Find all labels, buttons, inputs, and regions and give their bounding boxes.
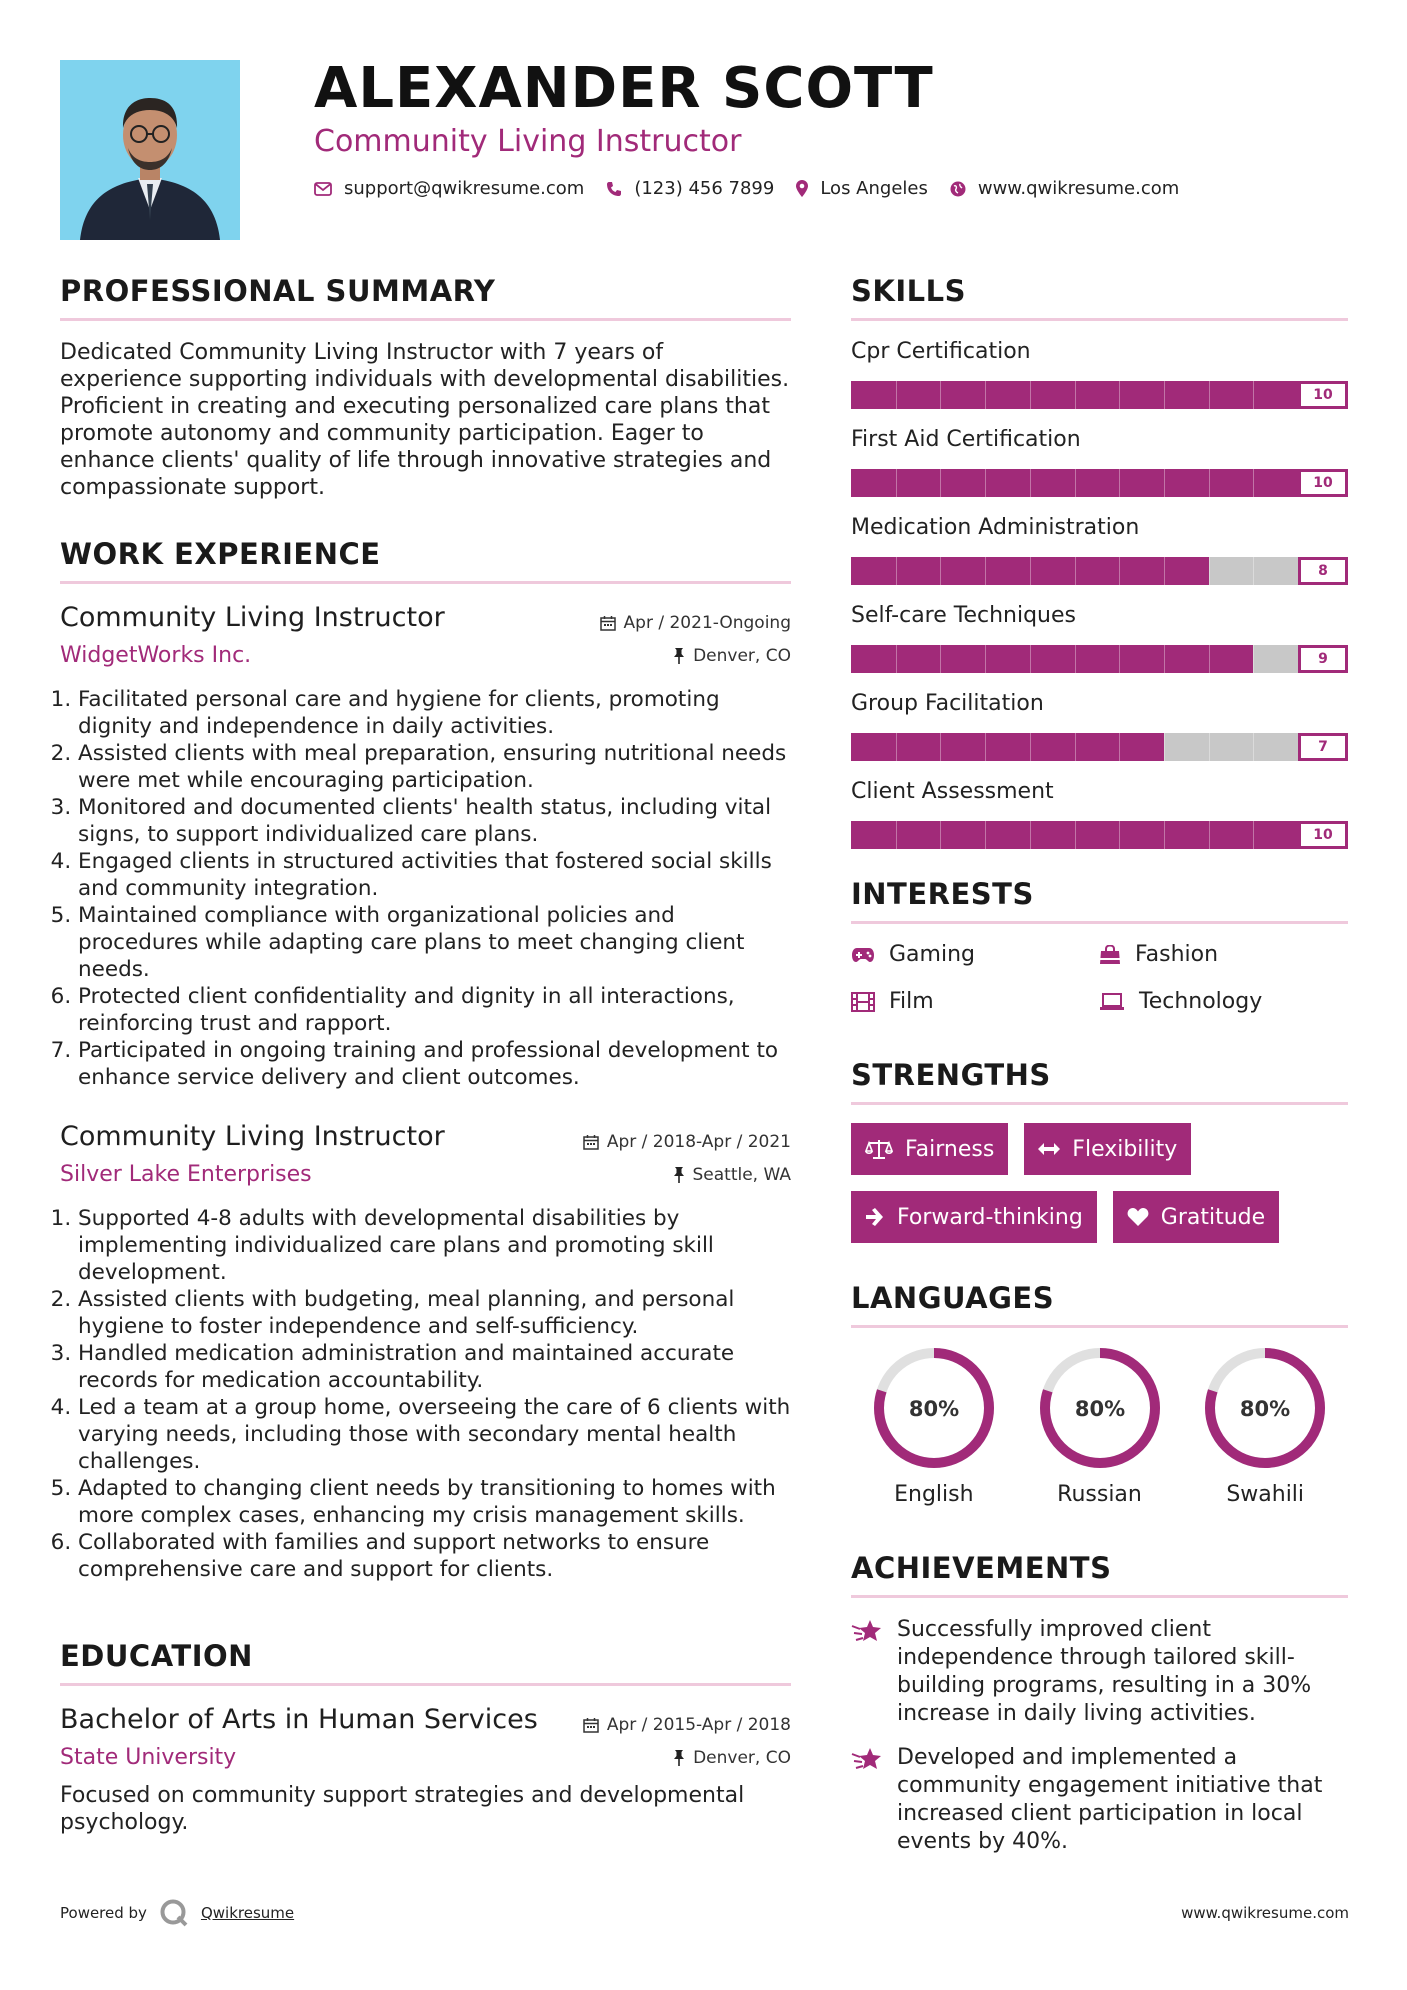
- right-column: [851, 274, 1348, 1872]
- job-point: 6. Collaborated with families and support networks to ensure comprehensive care and support for clients.: [78, 1529, 791, 1583]
- skill-segment-divider: [940, 733, 941, 761]
- skill-segment-divider: [1075, 469, 1076, 497]
- language-ring: [1038, 1346, 1162, 1470]
- skill-segment-divider: [985, 557, 986, 585]
- skill-item: [851, 339, 1348, 409]
- job-location-text: Seattle, WA: [692, 1164, 791, 1185]
- languages-list: [851, 1346, 1348, 1507]
- job-location-text: Denver, CO: [693, 645, 791, 666]
- skill-segment-divider: [1075, 557, 1076, 585]
- skill-item: [851, 427, 1348, 497]
- job-points: [60, 1205, 791, 1583]
- language-ring: [872, 1346, 996, 1470]
- contact-phone-text: (123) 456 7899: [634, 178, 775, 199]
- skill-segment-divider: [1119, 469, 1120, 497]
- skill-segment-divider: [940, 469, 941, 497]
- skills-list: [851, 339, 1348, 849]
- job-point: 3. Monitored and documented clients' health status, including vital signs, to support individualized care plans.: [78, 794, 791, 848]
- job-point: 1. Supported 4-8 adults with developmental disabilities by implementing individualized care plans and promoting skill development.: [78, 1205, 791, 1286]
- skill-segment-divider: [1164, 821, 1165, 849]
- job-point: 5. Maintained compliance with organizational policies and procedures while adapting care plans to meet changing client needs.: [78, 902, 791, 983]
- education-location-text: Denver, CO: [693, 1747, 791, 1768]
- education-degree: Bachelor of Arts in Human Services: [60, 1704, 538, 1735]
- skill-level-badge: 10: [1298, 821, 1348, 849]
- balance-scale-icon: [865, 1138, 893, 1160]
- achievements-list: [851, 1616, 1348, 1856]
- education-heading: EDUCATION: [60, 1639, 791, 1686]
- gamepad-icon: [851, 947, 875, 963]
- skill-item: [851, 603, 1348, 673]
- achievement-text: Successfully improved client independence through tailored skill-building programs, resulting in a 30% increase in daily living activities.: [897, 1617, 1312, 1726]
- language-percent: 80%: [1240, 1397, 1291, 1421]
- job-point: 3. Handled medication administration and maintained accurate records for medication accountability.: [78, 1340, 791, 1394]
- skill-fill: [851, 821, 1348, 849]
- contact-email-text: support@qwikresume.com: [344, 178, 585, 199]
- arrows-horizontal-icon: [1038, 1142, 1060, 1156]
- skill-fill: [851, 733, 1164, 761]
- skill-segment-divider: [940, 557, 941, 585]
- skill-segment-divider: [896, 557, 897, 585]
- education-entry: [60, 1704, 791, 1836]
- skill-name: Cpr Certification: [851, 339, 1031, 364]
- job-point: 2. Assisted clients with meal preparation, ensuring nutritional needs were met while encouraging participation.: [78, 740, 791, 794]
- location-pin-icon: [796, 180, 808, 197]
- strength-label: Forward-thinking: [897, 1204, 1083, 1230]
- skill-segment-divider: [1253, 733, 1254, 761]
- language-name: Russian: [1057, 1482, 1142, 1507]
- skill-bar: [851, 645, 1348, 673]
- job-point: 2. Assisted clients with budgeting, meal planning, and personal hygiene to foster independence and self-sufficiency.: [78, 1286, 791, 1340]
- left-column: [60, 274, 791, 1836]
- skill-item: [851, 515, 1348, 585]
- contact-website[interactable]: [950, 178, 1179, 199]
- skill-segment-divider: [896, 733, 897, 761]
- skill-segment-divider: [1209, 557, 1210, 585]
- skill-level-badge: 10: [1298, 381, 1348, 409]
- pushpin-icon: [673, 1750, 685, 1766]
- job-location: [673, 1165, 792, 1185]
- skill-segment-divider: [1119, 821, 1120, 849]
- language-name: Swahili: [1226, 1482, 1305, 1507]
- skill-segment-divider: [1209, 645, 1210, 673]
- job-point: 6. Protected client confidentiality and dignity in all interactions, reinforcing trust and rapport.: [78, 983, 791, 1037]
- footer-website[interactable]: www.qwikresume.com: [1181, 1904, 1349, 1922]
- job-points: [60, 686, 791, 1091]
- interest-item: [1099, 942, 1347, 967]
- skill-segment-divider: [940, 645, 941, 673]
- brand-link[interactable]: Qwikresume: [200, 1904, 295, 1922]
- education-school: State University: [60, 1745, 237, 1770]
- skill-segment-divider: [1030, 733, 1031, 761]
- skill-segment-divider: [1209, 821, 1210, 849]
- contact-bar: [314, 178, 1201, 199]
- skill-level-badge: 8: [1298, 557, 1348, 585]
- skill-segment-divider: [1030, 821, 1031, 849]
- powered-by-text: Powered by: [60, 1904, 147, 1922]
- skill-segment-divider: [985, 733, 986, 761]
- skill-fill: [851, 645, 1253, 673]
- skill-segment-divider: [1075, 645, 1076, 673]
- job-point: 7. Participated in ongoing training and professional development to enhance service delivery and client outcomes.: [78, 1037, 791, 1091]
- skill-bar: [851, 381, 1348, 409]
- skill-fill: [851, 469, 1348, 497]
- skill-segment-divider: [940, 821, 941, 849]
- language-percent: 80%: [1074, 1397, 1125, 1421]
- language-percent: 80%: [908, 1397, 959, 1421]
- skill-segment-divider: [1164, 381, 1165, 409]
- strengths-list: [851, 1123, 1348, 1243]
- job-dates: [583, 1132, 791, 1152]
- film-icon: [851, 992, 875, 1012]
- skill-level-badge: 7: [1298, 733, 1348, 761]
- strength-tag: [851, 1123, 1008, 1175]
- footer-powered-by: [60, 1898, 294, 1928]
- job-company: Silver Lake Enterprises: [60, 1162, 312, 1187]
- skill-bar: [851, 821, 1348, 849]
- job-point: 1. Facilitated personal care and hygiene for clients, promoting dignity and independence in daily activities.: [78, 686, 791, 740]
- heart-icon: [1127, 1207, 1149, 1227]
- skill-item: [851, 691, 1348, 761]
- skill-segment-divider: [1075, 821, 1076, 849]
- education-dates-text: Apr / 2015-Apr / 2018: [606, 1715, 791, 1735]
- calendar-icon: [583, 1134, 599, 1150]
- contact-location: [796, 178, 928, 199]
- envelope-icon: [314, 182, 332, 196]
- skill-name: Self-care Techniques: [851, 603, 1076, 628]
- skill-segment-divider: [1030, 557, 1031, 585]
- skill-segment-divider: [1119, 557, 1120, 585]
- phone-icon: [606, 181, 622, 197]
- skill-segment-divider: [1030, 469, 1031, 497]
- skill-segment-divider: [1164, 469, 1165, 497]
- skill-bar: [851, 733, 1348, 761]
- job-location: [673, 646, 791, 666]
- skill-segment-divider: [1075, 381, 1076, 409]
- job-dates-text: Apr / 2018-Apr / 2021: [606, 1132, 791, 1152]
- strength-tag: [1113, 1191, 1279, 1243]
- skill-segment-divider: [1253, 645, 1254, 673]
- skill-bar: [851, 557, 1348, 585]
- skill-segment-divider: [1164, 557, 1165, 585]
- skill-segment-divider: [896, 821, 897, 849]
- interest-item: [851, 942, 1099, 967]
- language-item: [1017, 1346, 1183, 1507]
- calendar-icon: [600, 615, 616, 631]
- skill-fill: [851, 381, 1348, 409]
- skill-segment-divider: [1030, 381, 1031, 409]
- qwikresume-logo-icon: [159, 1898, 189, 1928]
- job-role: Community Living Instructor: [60, 602, 445, 633]
- skill-segment-divider: [985, 821, 986, 849]
- skill-segment-divider: [1253, 557, 1254, 585]
- job-company: WidgetWorks Inc.: [60, 643, 252, 668]
- contact-phone[interactable]: [606, 178, 774, 199]
- candidate-title: Community Living Instructor: [314, 124, 742, 159]
- job-dates: [600, 613, 791, 633]
- strength-tag: [851, 1191, 1097, 1243]
- skill-segment-divider: [985, 645, 986, 673]
- interest-item: [1099, 989, 1347, 1014]
- strength-label: Gratitude: [1160, 1204, 1266, 1230]
- language-item: [851, 1346, 1017, 1507]
- skill-level-badge: 9: [1298, 645, 1348, 673]
- strength-label: Fairness: [905, 1136, 995, 1162]
- education-dates: [583, 1715, 791, 1735]
- education-location: [673, 1748, 791, 1768]
- skill-segment-divider: [1164, 733, 1165, 761]
- skill-segment-divider: [896, 381, 897, 409]
- laptop-icon: [1099, 993, 1125, 1011]
- strength-label: Flexibility: [1072, 1136, 1178, 1162]
- interests-list: [851, 942, 1348, 1014]
- skill-segment-divider: [1119, 381, 1120, 409]
- job-role: Community Living Instructor: [60, 1121, 445, 1152]
- shooting-star-icon: [851, 1746, 883, 1772]
- job-point: 4. Led a team at a group home, overseeing the care of 6 clients with varying needs, including those with secondary mental health challenges.: [78, 1394, 791, 1475]
- job-point: 4. Engaged clients in structured activities that fostered social skills and community integration.: [78, 848, 791, 902]
- skill-segment-divider: [1253, 469, 1254, 497]
- strength-tag: [1024, 1123, 1191, 1175]
- candidate-name: ALEXANDER SCOTT: [314, 56, 934, 121]
- language-item: [1182, 1346, 1348, 1507]
- interest-label: Fashion: [1135, 942, 1219, 967]
- skill-bar: [851, 469, 1348, 497]
- strengths-heading: STRENGTHS: [851, 1058, 1348, 1105]
- shopping-bag-icon: [1099, 945, 1121, 965]
- experience-heading: WORK EXPERIENCE: [60, 537, 791, 584]
- skill-segment-divider: [1209, 469, 1210, 497]
- skill-segment-divider: [1253, 821, 1254, 849]
- skill-name: First Aid Certification: [851, 427, 1081, 452]
- skill-segment-divider: [1253, 381, 1254, 409]
- summary-text: Dedicated Community Living Instructor with 7 years of experience supporting individuals with developmental disabilities. Proficient in creating and executing personalized care plans that promote autonomy and community participation. Eager to enhance clients' quality of life through innovative strategies and compassionate support.: [60, 340, 790, 500]
- interest-label: Film: [889, 989, 934, 1014]
- job-dates-text: Apr / 2021-Ongoing: [623, 613, 791, 633]
- pushpin-icon: [673, 648, 685, 664]
- education-description: Focused on community support strategies and developmental psychology.: [60, 1783, 745, 1835]
- skill-item: [851, 779, 1348, 849]
- calendar-icon: [583, 1717, 599, 1733]
- language-ring: [1203, 1346, 1327, 1470]
- job-entry: [60, 602, 791, 1091]
- skill-name: Client Assessment: [851, 779, 1054, 804]
- globe-icon: [950, 181, 966, 197]
- contact-location-text: Los Angeles: [820, 178, 928, 199]
- language-name: English: [894, 1482, 974, 1507]
- skill-segment-divider: [1119, 733, 1120, 761]
- skill-level-badge: 10: [1298, 469, 1348, 497]
- skill-segment-divider: [1119, 645, 1120, 673]
- skill-segment-divider: [985, 469, 986, 497]
- arrow-right-icon: [865, 1207, 885, 1227]
- portrait-image: [60, 60, 240, 240]
- pushpin-icon: [673, 1167, 685, 1183]
- skills-heading: SKILLS: [851, 274, 1348, 321]
- skill-name: Group Facilitation: [851, 691, 1044, 716]
- achievement-text: Developed and implemented a community engagement initiative that increased client participation in local events by 40%.: [897, 1745, 1323, 1854]
- skill-segment-divider: [985, 381, 986, 409]
- skill-segment-divider: [1209, 381, 1210, 409]
- interest-label: Gaming: [889, 942, 975, 967]
- languages-heading: LANGUAGES: [851, 1281, 1348, 1328]
- interest-item: [851, 989, 1099, 1014]
- shooting-star-icon: [851, 1618, 883, 1644]
- skill-segment-divider: [1164, 645, 1165, 673]
- skill-name: Medication Administration: [851, 515, 1140, 540]
- skill-segment-divider: [896, 469, 897, 497]
- skill-segment-divider: [1075, 733, 1076, 761]
- achievement-item: [851, 1616, 1348, 1728]
- achievement-item: [851, 1744, 1348, 1856]
- contact-email[interactable]: [314, 178, 584, 199]
- job-point: 5. Adapted to changing client needs by transitioning to homes with more complex cases, enhancing my crisis management skills.: [78, 1475, 791, 1529]
- skill-segment-divider: [1209, 733, 1210, 761]
- achievements-heading: ACHIEVEMENTS: [851, 1551, 1348, 1598]
- skill-segment-divider: [1030, 645, 1031, 673]
- job-entry: [60, 1121, 791, 1583]
- skill-segment-divider: [940, 381, 941, 409]
- interest-label: Technology: [1139, 989, 1263, 1014]
- summary-heading: PROFESSIONAL SUMMARY: [60, 274, 791, 321]
- profile-photo: [60, 60, 240, 240]
- contact-website-text: www.qwikresume.com: [977, 178, 1180, 199]
- skill-segment-divider: [896, 645, 897, 673]
- interests-heading: INTERESTS: [851, 877, 1348, 924]
